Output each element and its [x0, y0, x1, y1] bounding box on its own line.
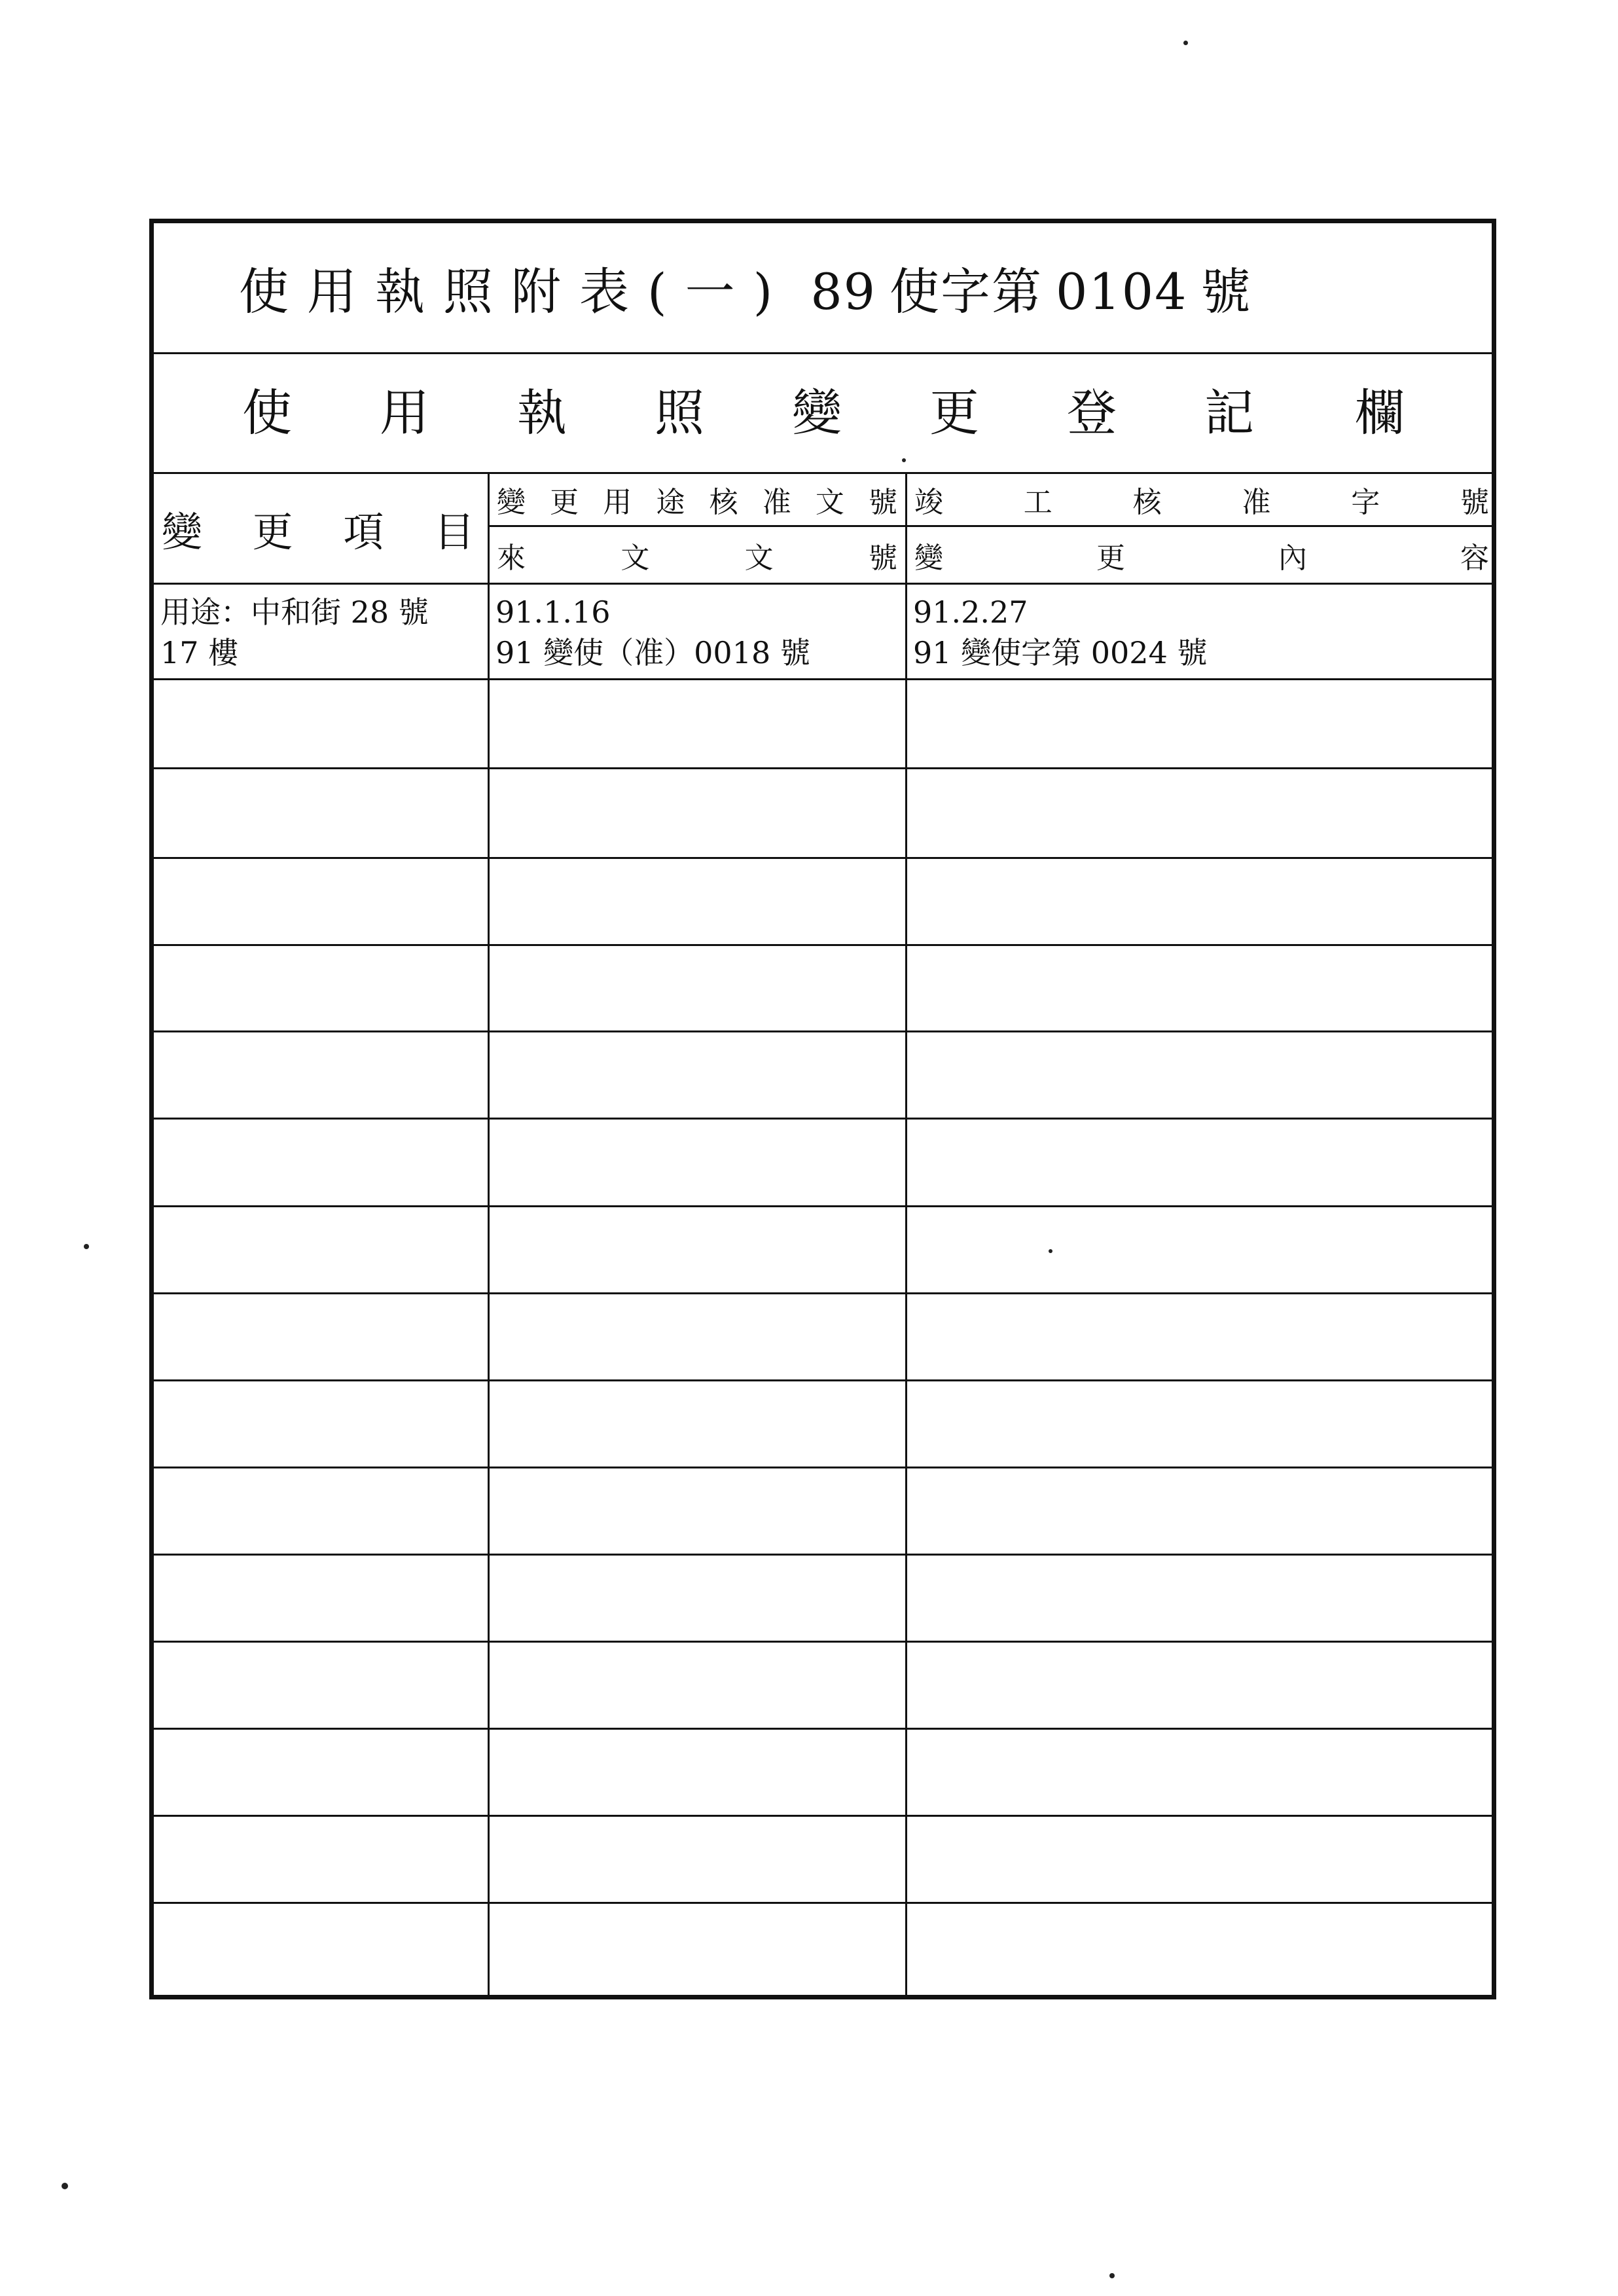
header-char: 號: [1460, 486, 1489, 519]
header-char: 變: [497, 486, 526, 519]
header-char: 號: [868, 486, 897, 519]
row-line: [154, 1292, 1492, 1294]
change-item-line: 17 樓: [160, 635, 239, 670]
row-line: [154, 1815, 1492, 1817]
subtitle-char: 照: [655, 384, 704, 442]
row-line: [154, 1641, 1492, 1643]
title-row: [154, 223, 1492, 354]
approval-number: 91 變使（准）0018 號: [495, 635, 810, 670]
header-char: 更: [1096, 541, 1125, 575]
header-char: 內: [1278, 541, 1307, 575]
row-line: [154, 767, 1492, 769]
header-char: 容: [1460, 541, 1489, 575]
header-char: 准: [1242, 486, 1271, 519]
change-content-header: [914, 527, 1489, 583]
completion-number: 91 變使字第 0024 號: [913, 635, 1208, 670]
approval-date: 91.1.16: [495, 594, 611, 630]
header-char: 項: [343, 507, 384, 556]
column-divider: [488, 474, 490, 1995]
header-char: 字: [1351, 486, 1380, 519]
row-line: [154, 1030, 1492, 1032]
header-char: 更: [550, 486, 579, 519]
row-line: [154, 1205, 1492, 1207]
row-line: [154, 678, 1492, 680]
header-char: 變: [914, 541, 943, 575]
completion-date: 91.2.27: [913, 594, 1028, 630]
row-line: [154, 944, 1492, 946]
row-line: [154, 857, 1492, 859]
row-line: [154, 1554, 1492, 1556]
row-line: [154, 1728, 1492, 1730]
scan-speck: [902, 458, 906, 462]
subtitle-char: 登: [1067, 384, 1117, 442]
row-line: [154, 1118, 1492, 1120]
scan-speck: [1183, 41, 1188, 45]
change-register-table: [154, 474, 1492, 1995]
header-char: 文: [815, 486, 844, 519]
column-divider: [905, 474, 907, 1995]
license-appendix-sheet: [149, 219, 1496, 1999]
header-char: 核: [709, 486, 738, 519]
header-char: 准: [762, 486, 791, 519]
header-char: 更: [252, 507, 293, 556]
incoming-doc-header: [497, 527, 897, 583]
license-number-suffix: 號: [1200, 263, 1252, 321]
scan-speck: [1049, 1249, 1052, 1253]
header-bottom-line: [154, 583, 1492, 585]
header-char: 文: [620, 541, 650, 575]
license-number-year: 89: [810, 263, 877, 321]
header-char: 用: [603, 486, 632, 519]
subtitle-char: 使: [242, 384, 292, 442]
license-number: [810, 252, 1265, 323]
scan-speck: [62, 2183, 68, 2189]
header-char: 來: [497, 541, 526, 575]
completion-cell: [913, 592, 1207, 673]
header-char: 竣: [914, 486, 943, 519]
row-line: [154, 1902, 1492, 1904]
subtitle-char: 欄: [1355, 384, 1405, 442]
row-line: [154, 1467, 1492, 1468]
approval-doc-cell: [495, 592, 810, 673]
scan-speck: [1109, 2273, 1115, 2278]
license-number-value: 0104: [1056, 263, 1188, 321]
header-char: 工: [1023, 486, 1052, 519]
subtitle-char: 記: [1204, 384, 1254, 442]
change-item-cell: [160, 592, 429, 673]
document-title: 使用執照附表(一): [239, 263, 791, 321]
change-item-line: 用途：中和街 28 號: [160, 594, 429, 630]
header-char: 核: [1132, 486, 1162, 519]
subtitle-char: 執: [517, 384, 567, 442]
row-line: [154, 1379, 1492, 1381]
subtitle-char: 更: [929, 384, 979, 442]
header-char: 變: [162, 507, 203, 556]
completion-approval-header: [914, 474, 1489, 525]
subtitle-char: 用: [380, 384, 429, 442]
change-item-header: [162, 474, 475, 583]
header-char: 途: [656, 486, 685, 519]
approval-doc-header: [497, 474, 897, 525]
header-char: 號: [868, 541, 897, 575]
subtitle-char: 變: [792, 384, 842, 442]
subtitle-row: [154, 354, 1492, 474]
scan-speck: [84, 1244, 89, 1249]
header-char: 文: [744, 541, 774, 575]
license-number-text: 使字第: [890, 263, 1043, 321]
header-char: 目: [433, 507, 475, 556]
